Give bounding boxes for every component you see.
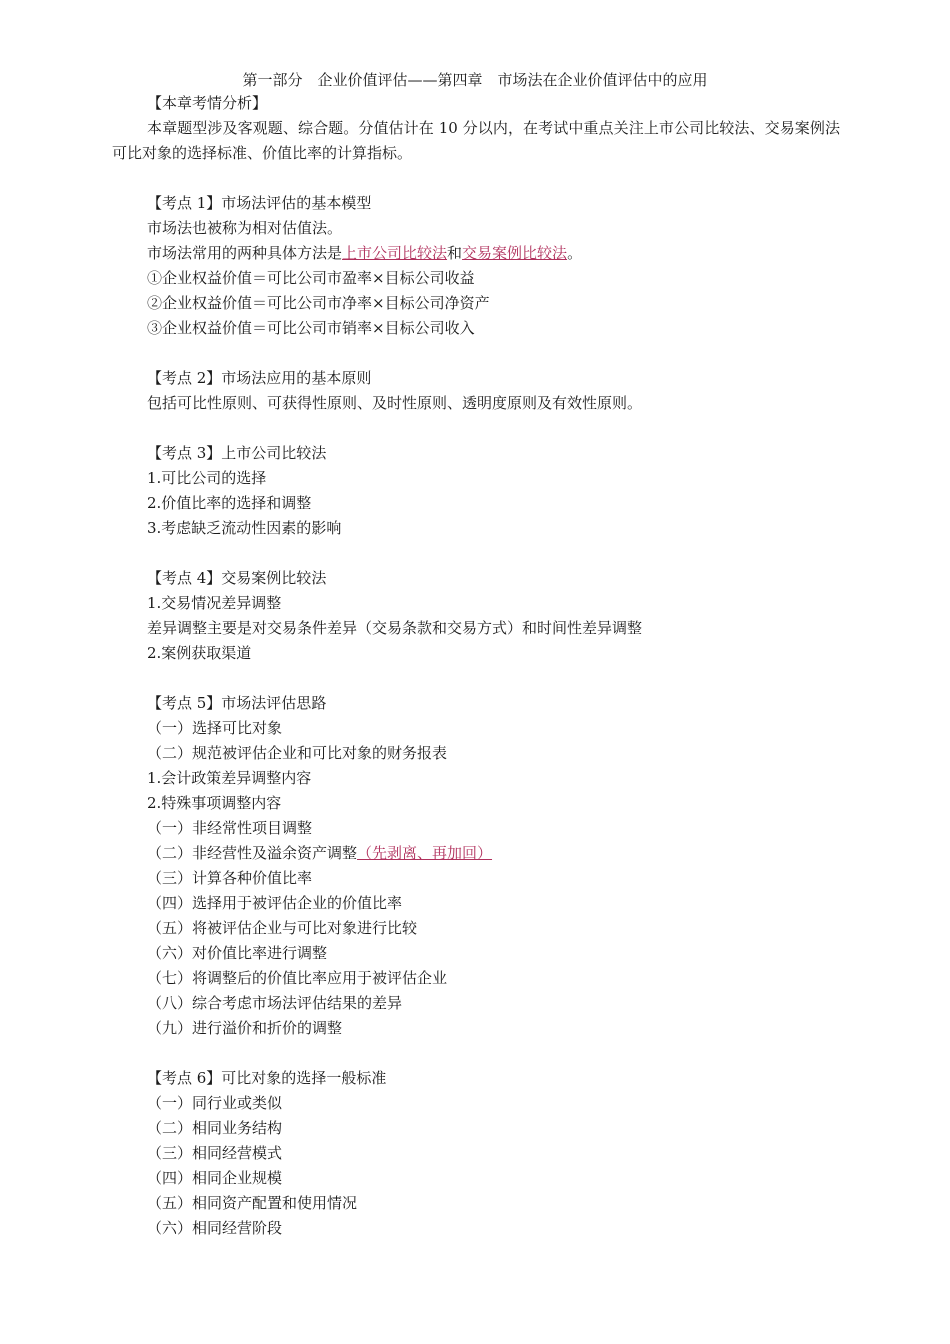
- list-item: （一）选择可比对象: [147, 719, 283, 737]
- list-item: 差异调整主要是对交易条件差异（交易条款和交易方式）和时间性差异调整: [147, 619, 643, 637]
- kp3-heading: 【考点 3】上市公司比较法: [147, 444, 327, 462]
- list-item: （七）将调整后的价值比率应用于被评估企业: [147, 969, 448, 987]
- list-item: （六）对价值比率进行调整: [147, 944, 328, 962]
- kp5-heading: 【考点 5】市场法评估思路: [147, 694, 327, 712]
- list-item: （六）相同经营阶段: [147, 1219, 283, 1237]
- kp1-methods-prefix: 市场法常用的两种具体方法是: [147, 244, 343, 262]
- kp1-formula: ②企业权益价值＝可比公司市净率×目标公司净资产: [147, 294, 490, 312]
- list-item: （二）相同业务结构: [147, 1119, 283, 1137]
- list-item: 2.案例获取渠道: [147, 644, 252, 662]
- chapter-analysis-heading: 【本章考情分析】: [147, 94, 268, 112]
- list-item: 1.交易情况差异调整: [147, 594, 282, 612]
- list-item: （五）将被评估企业与可比对象进行比较: [147, 919, 418, 937]
- list-item: （二）规范被评估企业和可比对象的财务报表: [147, 744, 448, 762]
- kp2-heading: 【考点 2】市场法应用的基本原则: [147, 369, 372, 387]
- list-item: 1.会计政策差异调整内容: [147, 769, 312, 787]
- kp1-line: 市场法也被称为相对估值法。: [147, 219, 343, 237]
- spacer: [112, 1041, 840, 1066]
- list-item: 1.可比公司的选择: [147, 469, 267, 487]
- document-body: [112, 91, 840, 1241]
- list-item: 3.考虑缺乏流动性因素的影响: [147, 519, 342, 537]
- list-item: （三）计算各种价值比率: [147, 869, 313, 887]
- chapter-analysis-text: 本章题型涉及客观题、综合题。分值估计在 10 分以内，在考试中重点关注上市公司比较法、交易案例法可比对象的选择标准、价值比率的计算指标。: [112, 119, 840, 162]
- kp1-methods-mid: 和: [447, 244, 463, 262]
- list-item: （一）同行业或类似: [147, 1094, 283, 1112]
- list-item: （九）进行溢价和折价的调整: [147, 1019, 343, 1037]
- kp4-heading: 【考点 4】交易案例比较法: [147, 569, 327, 587]
- kp1-formula: ①企业权益价值＝可比公司市盈率×目标公司收益: [147, 269, 475, 287]
- kp1-heading: 【考点 1】市场法评估的基本模型: [147, 194, 372, 212]
- kp1-methods-line: [112, 241, 840, 266]
- transaction-case-comparison-link[interactable]: 交易案例比较法: [462, 244, 568, 262]
- page-title: 第一部分 企业价值评估——第四章 市场法在企业价值评估中的应用: [242, 71, 708, 89]
- kp1-formula: ③企业权益价值＝可比公司市销率×目标公司收入: [147, 319, 475, 337]
- kp1-methods-suffix: 。: [567, 244, 583, 262]
- list-item: （一）非经常性项目调整: [147, 819, 313, 837]
- list-item: （八）综合考虑市场法评估结果的差异: [147, 994, 403, 1012]
- list-item: [112, 841, 840, 866]
- spacer: [112, 166, 840, 191]
- list-item: 2.价值比率的选择和调整: [147, 494, 312, 512]
- spacer: [112, 541, 840, 566]
- list-item: 2.特殊事项调整内容: [147, 794, 282, 812]
- kp2-text: 包括可比性原则、可获得性原则、及时性原则、透明度原则及有效性原则。: [147, 394, 643, 412]
- spacer: [112, 341, 840, 366]
- listed-company-comparison-link[interactable]: 上市公司比较法: [342, 244, 448, 262]
- spacer: [112, 416, 840, 441]
- list-item: （三）相同经营模式: [147, 1144, 283, 1162]
- spacer: [112, 666, 840, 691]
- list-item: （四）相同企业规模: [147, 1169, 283, 1187]
- list-item: （四）选择用于被评估企业的价值比率: [147, 894, 403, 912]
- strip-then-add-back-note[interactable]: （先剥离、再加回）: [357, 844, 493, 862]
- list-item-text: （二）非经营性及溢余资产调整: [147, 844, 358, 862]
- list-item: （五）相同资产配置和使用情况: [147, 1194, 358, 1212]
- kp6-heading: 【考点 6】可比对象的选择一般标准: [147, 1069, 387, 1087]
